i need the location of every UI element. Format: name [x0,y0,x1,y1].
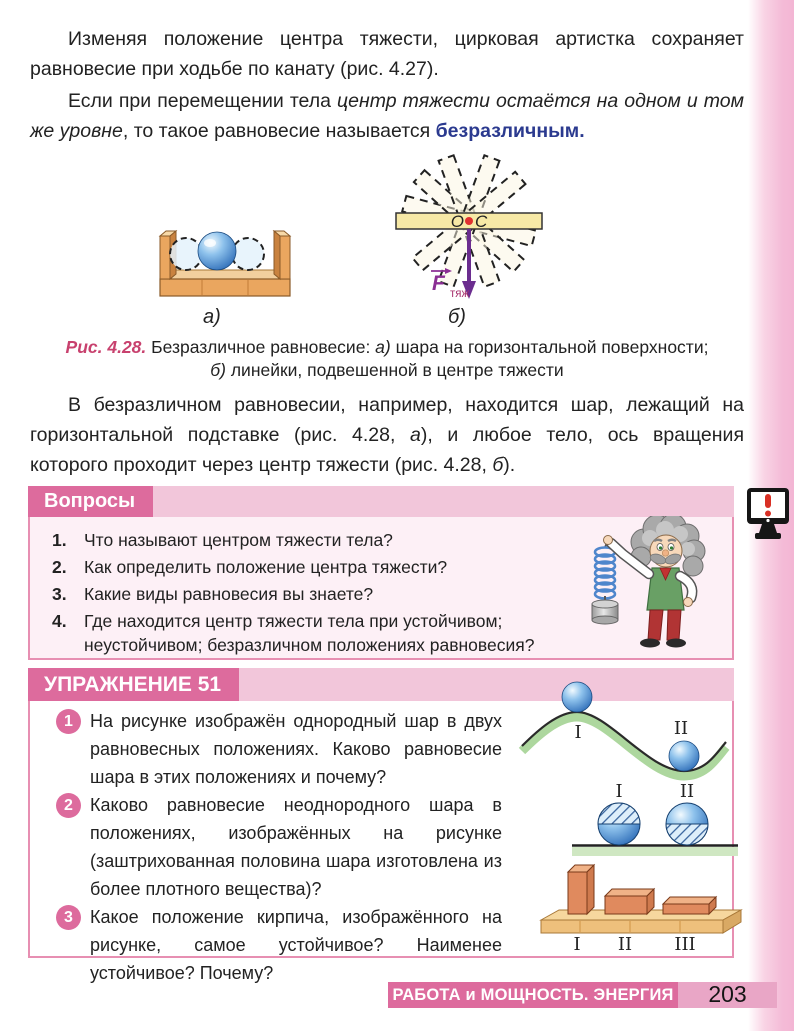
p3-mid: ), и любое тело, ось вращения которого проходит через центр тяжести (рис. 4.28, [30,424,744,476]
page-number: 203 [678,982,777,1008]
exercise-box [28,668,734,983]
exercise-item [56,791,502,903]
monitor-alert-icon [744,485,792,547]
caption-a-text: шара на горизонтальной поверхности; [390,337,709,357]
p2-mid: , то такое равновесие называется [122,120,436,142]
exercise-figure-bricks [535,860,747,956]
brick-label-2: II [617,934,633,955]
p3-pre: В безразличном равновесии, например, находится шар, лежащий на горизонтальной подставке (рис. 4.28, [30,394,744,446]
question-number: 3. [52,584,67,604]
ball-on-crest [562,682,592,712]
question-text: Где находится центр тяжести тела при устойчивом; неустойчивом; безразличном положениях равновесия? [84,611,535,655]
exercise-list [56,707,502,987]
chapter-footer: РАБОТА и МОЩНОСТЬ. ЭНЕРГИЯ [388,982,678,1008]
ball-2-hatched-bottom [666,824,708,845]
question-item [52,609,564,657]
exclamation-bar [765,494,771,508]
question-item [52,555,564,579]
figure-label-a: а) [203,306,221,328]
body-paragraph [30,390,744,480]
brick-label-1: I [573,934,581,955]
p3-ref-a: а [410,424,421,446]
pivot-label-o: O [450,212,464,231]
caption-a-marker: а) [375,337,391,357]
question-text: Какие виды равновесия вы знаете? [84,584,374,604]
solid-ball [198,232,236,270]
brick-standing [568,865,594,914]
question-item [52,528,564,552]
exercise-number-badge: 2 [56,793,81,818]
brick-on-side [605,889,654,914]
figure-caption [30,336,744,382]
caption-b-text: линейки, подвешенной в центре тяжести [225,360,564,380]
caption-figure-ref: Рис. 4.28. [65,337,147,357]
intro-paragraph-1-text: Изменяя положение центра тяжести, цирковая артистка сохраняет равновесие при ходьбе по канату (рис. 4.27). [30,28,744,80]
question-number: 1. [52,530,67,550]
caption-intro: Безразличное равновесие: [146,337,376,357]
exercise-title: УПРАЖНЕНИЕ 51 [28,668,239,701]
brick-flat [663,897,716,914]
figure-label-b: б) [448,306,466,328]
questions-list [52,528,564,660]
p2-pre: Если при перемещении тела [68,90,338,112]
position-label-1: I [574,722,582,743]
ball-1-hatched-top [598,803,640,824]
p3-post: ). [503,454,516,476]
caption-line-1 [30,336,744,359]
intro-paragraph-2 [30,86,744,146]
force-symbol: F [432,272,445,295]
scientist-figure [604,516,706,648]
question-number: 2. [52,557,67,577]
question-text: Что называют центром тяжести тела? [84,530,393,550]
p2-term-indifferent: безразличным. [435,120,585,142]
p3-ref-b: б [492,454,504,476]
caption-b-marker: б) [210,360,226,380]
figure-a-ball-on-tray [150,222,300,332]
exercise-text: Какое положение кирпича, изображённого на рисунке, самое устойчивое? Наименее устойчивое? Почему? [90,907,502,983]
ghost-ball-left [170,238,202,270]
ball-label-2: II [679,784,695,802]
question-item [52,582,564,606]
intro-paragraph-1 [30,24,744,84]
figure-b-suspended-ruler [368,145,578,317]
exercise-figure-hatched-balls [542,784,742,860]
pivot-point [465,217,473,225]
caption-line-2 [30,359,744,382]
ball-highlight [204,239,216,247]
exercise-number-badge: 1 [56,709,81,734]
pivot-label-c: C [475,212,488,231]
ball-label-1: I [615,784,623,802]
position-label-2: II [673,718,689,739]
ball-in-trough [669,741,699,771]
questions-title: Вопросы [28,486,153,517]
ground-shadow [572,847,738,856]
exercise-text: Каково равновесие неоднородного шара в положениях, изображённых на рисунке (заштрихованная половина шара изготовлена из более плотного вещества)? [90,795,502,899]
scientist-illustration [575,516,715,656]
question-number: 4. [52,611,67,631]
exercise-figure-hill [508,678,732,784]
ghost-ball-right [232,238,264,270]
exercise-number-badge: 3 [56,905,81,930]
brick-label-3: III [674,934,696,955]
question-text: Как определить положение центра тяжести? [84,557,448,577]
exercise-item [56,903,502,987]
exercise-text: На рисунке изображён однородный шар в двух равновесных положениях. Каково равновесие шара в этих положениях и почему? [90,711,502,787]
questions-box [28,486,734,660]
exercise-item [56,707,502,791]
force-subscript: тяж [450,288,470,300]
p2-definition-italic: центр тяжести остаётся на одном и том же уровне [30,90,744,142]
exclamation-dot [765,511,771,517]
